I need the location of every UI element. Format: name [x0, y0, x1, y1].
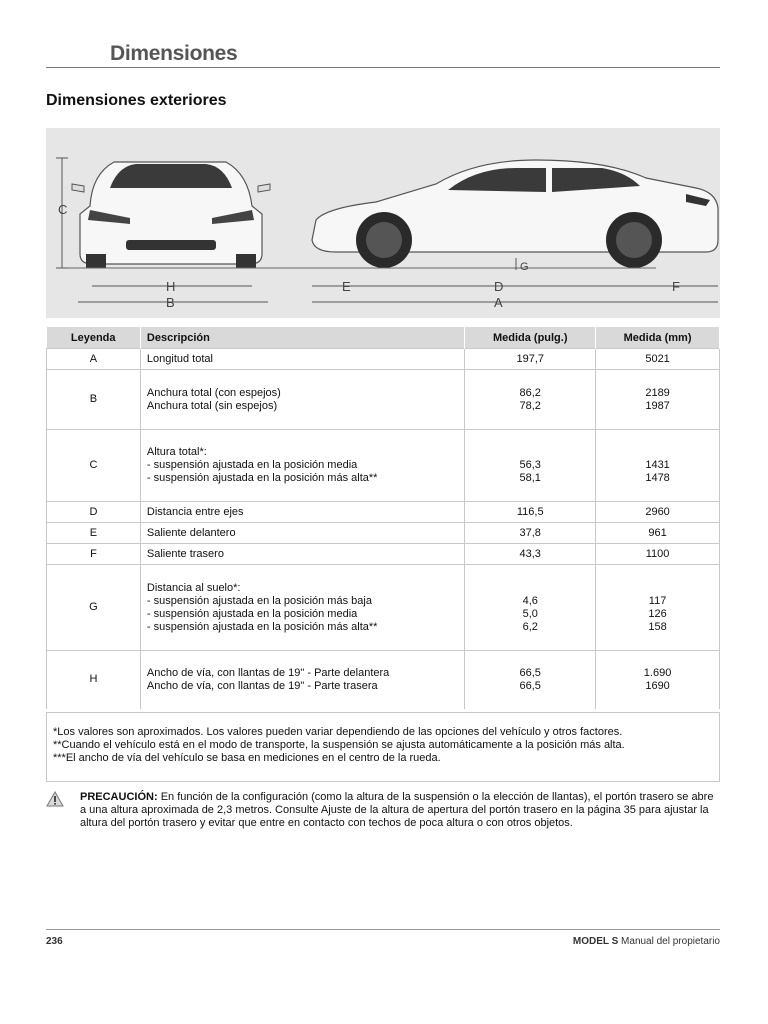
- table-row: [47, 651, 720, 709]
- row-in: 56,3 58,1: [465, 430, 596, 502]
- header-medida-mm: Medida (mm): [596, 327, 720, 349]
- warning-icon: [46, 791, 64, 807]
- table-row: [47, 349, 720, 370]
- label-e: E: [342, 279, 351, 294]
- row-mm: 1100: [596, 544, 720, 565]
- label-h: H: [166, 279, 176, 294]
- row-in: 197,7: [465, 349, 596, 370]
- row-in: 66,5 66,5: [465, 651, 596, 709]
- header-leyenda: Leyenda: [47, 327, 141, 349]
- footnote: *Los valores son aproximados. Los valores pueden variar dependiendo de las opciones del vehículo y otros factores.: [53, 726, 623, 738]
- label-c: C: [58, 202, 68, 217]
- row-mm: 117 126 158: [596, 565, 720, 651]
- label-a: A: [494, 295, 503, 310]
- footer-title: [573, 936, 720, 947]
- table-row: [47, 502, 720, 523]
- row-mm: 2960: [596, 502, 720, 523]
- row-mm: 5021: [596, 349, 720, 370]
- caution-label: PRECAUCIÓN:: [80, 791, 158, 803]
- page-subtitle: Dimensiones exteriores: [46, 92, 227, 109]
- row-desc: Saliente trasero: [140, 544, 464, 565]
- row-desc: Ancho de vía, con llantas de 19" - Parte delantera Ancho de vía, con llantas de 19" - Parte trasera: [140, 651, 464, 709]
- table-row: [47, 565, 720, 651]
- row-key: E: [47, 523, 141, 544]
- row-in: 86,2 78,2: [465, 370, 596, 430]
- row-key: G: [47, 565, 141, 651]
- section-title: Dimensiones: [110, 42, 238, 65]
- footnote: **Cuando el vehículo está en el modo de transporte, la suspensión se ajusta automáticamente a la posición más alta.: [53, 739, 625, 751]
- row-key: B: [47, 370, 141, 430]
- row-key: A: [47, 349, 141, 370]
- header-medida-pulg: Medida (pulg.): [465, 327, 596, 349]
- row-desc: Altura total*: - suspensión ajustada en la posición media - suspensión ajustada en la posición más alta**: [140, 430, 464, 502]
- row-desc: Longitud total: [140, 349, 464, 370]
- row-key: H: [47, 651, 141, 709]
- label-b: B: [166, 295, 175, 310]
- row-in: 4,6 5,0 6,2: [465, 565, 596, 651]
- footnote: ***El ancho de vía del vehículo se basa en mediciones en el centro de la rueda.: [53, 752, 441, 764]
- label-g: G: [520, 261, 529, 273]
- footer-rule: [46, 929, 720, 930]
- header-descripcion: Descripción: [140, 327, 464, 349]
- table-header-row: [47, 327, 720, 349]
- table-row: [47, 430, 720, 502]
- row-desc: Distancia entre ejes: [140, 502, 464, 523]
- caution-text: En función de la configuración (como la altura de la suspensión o la elección de llantas), el portón trasero se abre a una altura aproximada de 2,3 metros. Consulte Ajuste de la altura de apertura del portón trasero en la página 35 para ajustar la altura del portón trasero y evitar que entre en contacto con techos de poca altura o con otros objetos.: [80, 791, 714, 829]
- label-f: F: [672, 279, 680, 294]
- row-in: 43,3: [465, 544, 596, 565]
- row-key: D: [47, 502, 141, 523]
- label-d: D: [494, 279, 504, 294]
- row-desc: Anchura total (con espejos) Anchura total (sin espejos): [140, 370, 464, 430]
- row-desc: Saliente delantero: [140, 523, 464, 544]
- row-in: 116,5: [465, 502, 596, 523]
- row-mm: 1.690 1690: [596, 651, 720, 709]
- front-view-car: [72, 162, 270, 268]
- page-number: 236: [46, 936, 63, 947]
- vehicle-dimensions-diagram: [46, 128, 720, 318]
- row-in: 37,8: [465, 523, 596, 544]
- table-row: [47, 523, 720, 544]
- table-row: [47, 544, 720, 565]
- header-rule: [46, 67, 720, 68]
- row-key: C: [47, 430, 141, 502]
- row-mm: 1431 1478: [596, 430, 720, 502]
- footnotes: [46, 712, 720, 782]
- row-mm: 2189 1987: [596, 370, 720, 430]
- dimensions-table: [46, 327, 720, 709]
- row-key: F: [47, 544, 141, 565]
- footer-manual: Manual del propietario: [621, 936, 720, 947]
- row-mm: 961: [596, 523, 720, 544]
- footer-model: MODEL S: [572, 936, 619, 947]
- table-row: [47, 370, 720, 430]
- row-desc: Distancia al suelo*: - suspensión ajustada en la posición más baja - suspensión ajustada en la posición media - suspensión ajustada en la posición más alta**: [140, 565, 464, 651]
